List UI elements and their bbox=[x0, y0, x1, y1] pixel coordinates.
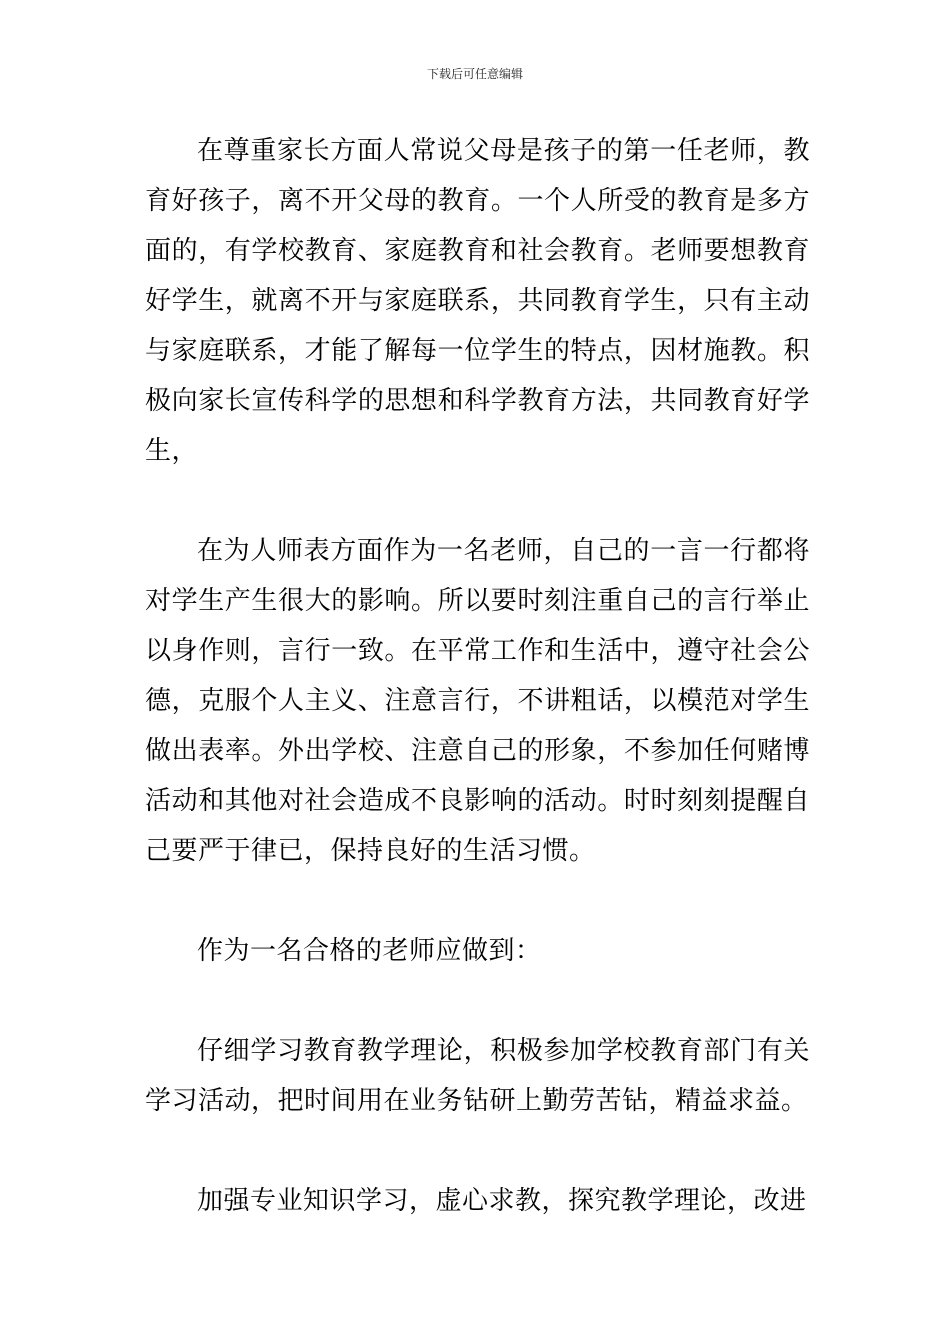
paragraph-role-model bbox=[145, 526, 810, 876]
paragraph-respect-parents bbox=[145, 126, 810, 476]
header-note: 下载后可任意编辑 bbox=[426, 67, 523, 81]
paragraph-text: 加强专业知识学习，虚心求教，探究教学理论，改进 bbox=[197, 1186, 807, 1216]
paragraph-text: 仔细学习教育教学理论，积极参加学校教育部门有关学习活动，把时间用在业务钻研上勤劳苦钻，精益求益。 bbox=[145, 1036, 810, 1116]
paragraph-text: 作为一名合格的老师应做到： bbox=[197, 936, 542, 966]
paragraph-study-theory bbox=[145, 1026, 810, 1126]
paragraph-text: 在为人师表方面作为一名老师，自己的一言一行都将对学生产生很大的影响。所以要时刻注重自己的言行举止以身作则，言行一致。在平常工作和生活中，遵守社会公德，克服个人主义、注意言行，不讲粗话，以模范对学生做出表率。外出学校、注意自己的形象，不参加任何赌博活动和其他对社会造成不良影响的活动。时时刻刻提醒自己要严于律已，保持良好的生活习惯。 bbox=[145, 536, 810, 866]
paragraph-professional-knowledge bbox=[145, 1176, 810, 1226]
paragraph-text: 在尊重家长方面人常说父母是孩子的第一任老师，教育好孩子，离不开父母的教育。一个人所受的教育是多方面的，有学校教育、家庭教育和社会教育。老师要想教育好学生，就离不开与家庭联系，共同教育学生，只有主动与家庭联系，才能了解每一位学生的特点，因材施教。积极向家长宣传科学的思想和科学教育方法，共同教育好学生， bbox=[145, 136, 810, 466]
paragraph-qualified-teacher bbox=[145, 926, 810, 976]
